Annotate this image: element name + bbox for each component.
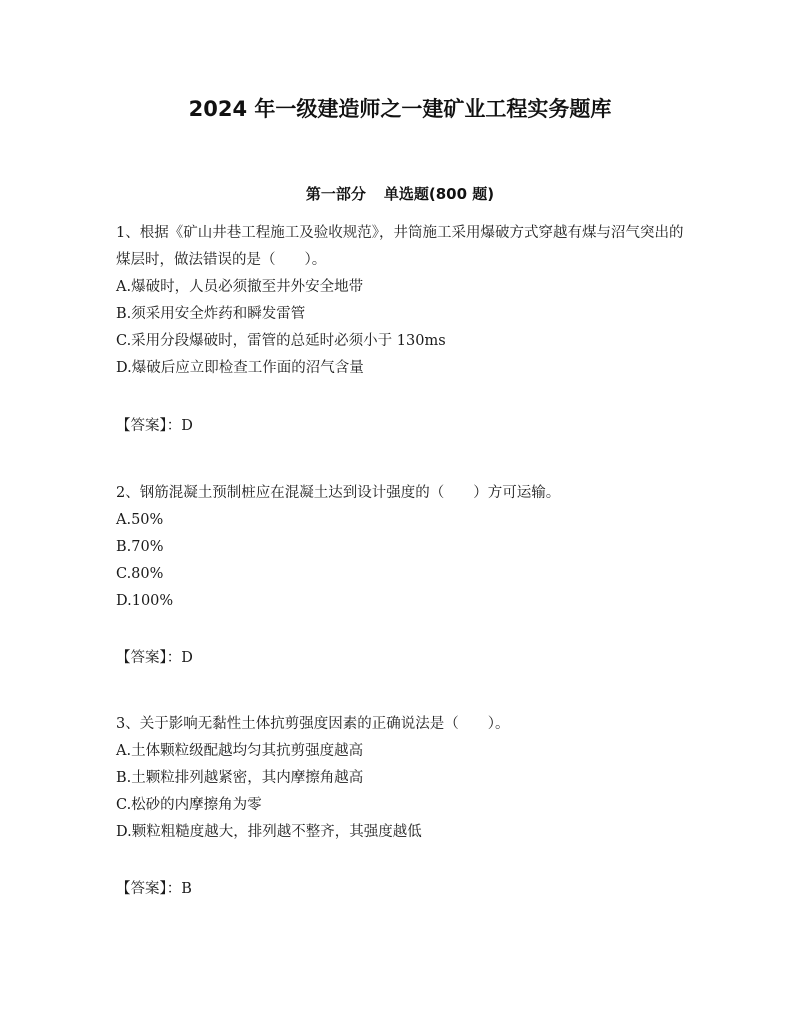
option-b: B.须采用安全炸药和瞬发雷管 xyxy=(116,306,306,322)
section-heading xyxy=(0,181,800,207)
answer-label: 【答案】： xyxy=(116,650,182,666)
option-d: D.颗粒粗糙度越大，排列越不整齐，其强度越低 xyxy=(116,824,422,840)
option-a: A.土体颗粒级配越均匀其抗剪强度越高 xyxy=(116,743,364,759)
document-title: 2024 年一级建造师之一建矿业工程实务题库 xyxy=(188,97,612,121)
option-b: B.70% xyxy=(116,539,164,555)
answer-2 xyxy=(116,645,193,671)
answer-3 xyxy=(116,876,192,902)
option-c: C.松砂的内摩擦角为零 xyxy=(116,797,262,813)
question-stem: 1、根据《矿山井巷工程施工及验收规范》，井筒施工采用爆破方式穿越有煤与沼气突出的煤层时，做法错误的是（ ）。 xyxy=(116,225,684,268)
question-3 xyxy=(116,711,691,846)
question-2 xyxy=(116,480,691,615)
answer-value: D xyxy=(181,418,193,434)
answer-label: 【答案】： xyxy=(116,881,182,897)
option-d: D.爆破后应立即检查工作面的沼气含量 xyxy=(116,360,364,376)
question-stem: 3、关于影响无黏性土体抗剪强度因素的正确说法是（ ）。 xyxy=(116,716,510,732)
option-a: A.爆破时，人员必须撤至井外安全地带 xyxy=(116,279,364,295)
option-a: A.50% xyxy=(116,512,164,528)
option-b: B.土颗粒排列越紧密，其内摩擦角越高 xyxy=(116,770,364,786)
answer-label: 【答案】： xyxy=(116,418,182,434)
answer-value: B xyxy=(181,881,192,897)
answer-value: D xyxy=(181,650,193,666)
option-d: D.100% xyxy=(116,593,174,609)
section-name: 单选题(800 题) xyxy=(383,185,495,203)
option-c: C.采用分段爆破时，雷管的总延时必须小于 130ms xyxy=(116,333,446,349)
question-1 xyxy=(116,220,691,382)
question-stem: 2、钢筋混凝土预制桩应在混凝土达到设计强度的（ ）方可运输。 xyxy=(116,485,561,501)
section-part: 第一部分 xyxy=(305,185,366,203)
option-c: C.80% xyxy=(116,566,164,582)
answer-1 xyxy=(116,413,193,439)
